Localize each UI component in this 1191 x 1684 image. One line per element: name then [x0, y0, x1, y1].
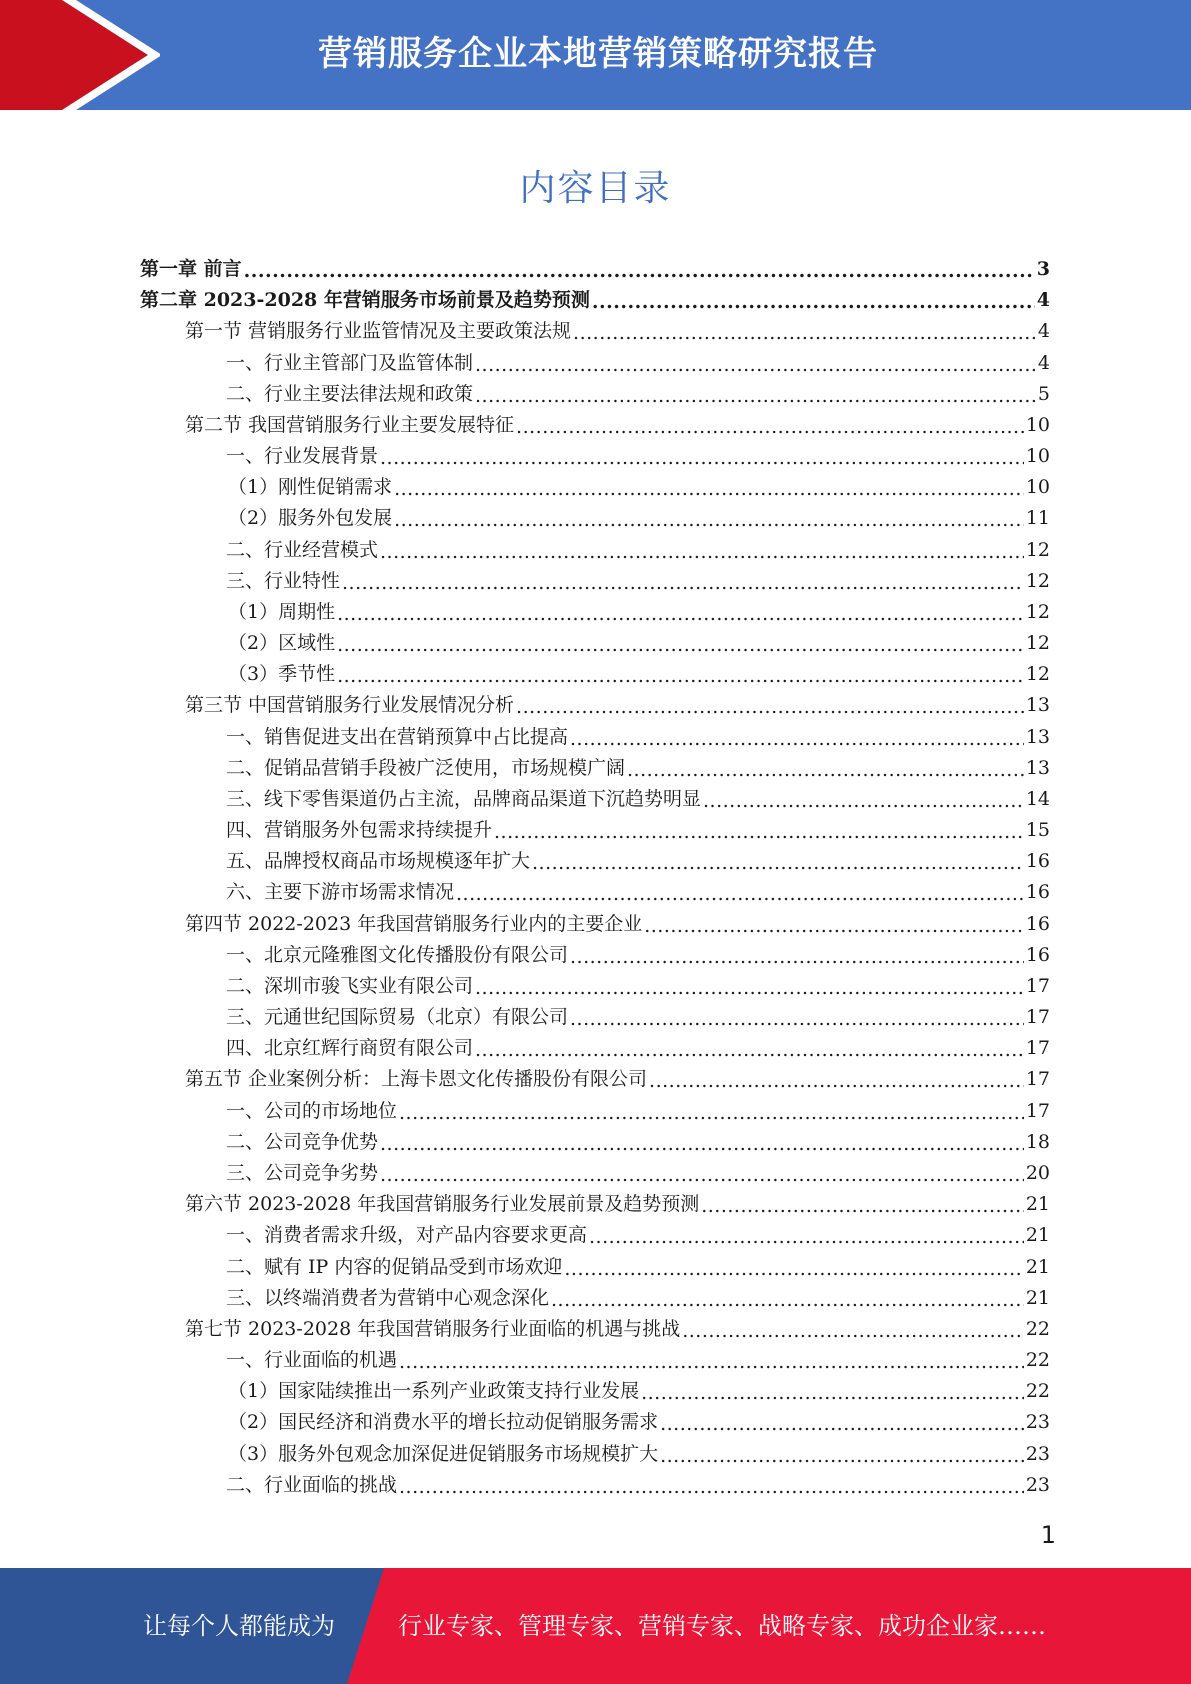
toc-entry-title: 一、行业发展背景: [226, 445, 379, 468]
toc-entry-page: 17: [1025, 1037, 1050, 1060]
toc-entry-title: （1）国家陆续推出一系列产业政策支持行业发展: [228, 1380, 640, 1403]
toc-dot-leader: [516, 698, 1024, 717]
table-of-contents: [140, 254, 1050, 1501]
toc-dot-leader: [573, 324, 1036, 343]
toc-entry-page: 18: [1025, 1130, 1050, 1153]
toc-dot-leader: [570, 730, 1024, 749]
toc-entry[interactable]: [140, 628, 1050, 659]
toc-entry-title: 二、行业面临的挑战: [226, 1473, 398, 1496]
footer-slogan-right: 行业专家、管理专家、营销专家、战略专家、成功企业家……: [398, 1612, 1046, 1640]
toc-dot-leader: [551, 1291, 1024, 1310]
toc-entry-title: （3）服务外包观念加深促进促销服务市场规模扩大: [228, 1442, 659, 1465]
toc-entry[interactable]: [140, 940, 1050, 971]
toc-dot-leader: [337, 605, 1024, 624]
toc-dot-leader: [399, 1478, 1024, 1497]
toc-entry[interactable]: [140, 1002, 1050, 1033]
toc-entry[interactable]: [140, 690, 1050, 721]
toc-dot-leader: [475, 387, 1036, 406]
toc-entry[interactable]: [140, 597, 1050, 628]
toc-dot-leader: [660, 1415, 1024, 1434]
header-chevron-icon: [0, 0, 160, 110]
toc-entry[interactable]: [140, 566, 1050, 597]
toc-entry[interactable]: [140, 1158, 1050, 1189]
toc-entry-page: 21: [1025, 1193, 1050, 1216]
toc-entry-page: 11: [1025, 507, 1050, 530]
toc-entry[interactable]: [140, 285, 1050, 316]
toc-dot-leader: [644, 917, 1024, 936]
toc-entry-page: 21: [1025, 1255, 1050, 1278]
toc-dot-leader: [399, 1104, 1024, 1123]
toc-entry[interactable]: [140, 1096, 1050, 1127]
toc-entry-page: 13: [1025, 756, 1050, 779]
toc-entry-title: 一、公司的市场地位: [226, 1099, 398, 1122]
toc-entry-page: 12: [1025, 538, 1050, 561]
toc-entry[interactable]: [140, 1407, 1050, 1438]
toc-entry[interactable]: [140, 441, 1050, 472]
toc-entry-title: 三、线下零售渠道仍占主流，品牌商品渠道下沉趋势明显: [226, 787, 702, 810]
toc-entry-page: 21: [1025, 1286, 1050, 1309]
toc-entry-page: 10: [1025, 445, 1050, 468]
toc-entry[interactable]: [140, 846, 1050, 877]
toc-entry-title: 五、品牌授权商品市场规模逐年扩大: [226, 850, 531, 873]
toc-dot-leader: [589, 1228, 1024, 1247]
footer-slogan-left: 让每个人都能成为: [143, 1612, 335, 1640]
toc-entry-title: （2）区域性: [228, 632, 336, 655]
toc-entry[interactable]: [140, 535, 1050, 566]
toc-dot-leader: [394, 480, 1024, 499]
toc-entry-title: 一、销售促进支出在营销预算中占比提高: [226, 725, 569, 748]
toc-entry-title: 一、行业面临的机遇: [226, 1349, 398, 1372]
toc-dot-leader: [394, 511, 1024, 530]
toc-entry[interactable]: [140, 379, 1050, 410]
toc-entry[interactable]: [140, 1314, 1050, 1345]
toc-dot-leader: [475, 1041, 1024, 1060]
toc-entry[interactable]: [140, 1283, 1050, 1314]
toc-dot-leader: [516, 418, 1024, 437]
toc-entry-title: 六、主要下游市场需求情况: [226, 881, 455, 904]
toc-entry-page: 23: [1025, 1442, 1050, 1465]
toc-entry[interactable]: [140, 1064, 1050, 1095]
toc-entry-page: 10: [1025, 476, 1050, 499]
toc-entry-title: 第一章 前言: [140, 258, 242, 280]
toc-dot-leader: [641, 1384, 1024, 1403]
toc-entry[interactable]: [140, 753, 1050, 784]
toc-entry-title: 三、行业特性: [226, 569, 341, 592]
toc-dot-leader: [380, 1135, 1024, 1154]
toc-entry-page: 13: [1025, 725, 1050, 748]
toc-dot-leader: [494, 823, 1024, 842]
toc-entry-title: 第六节 2023-2028 年我国营销服务行业发展前景及趋势预测: [185, 1193, 700, 1216]
toc-entry-title: 第一节 营销服务行业监管情况及主要政策法规: [185, 320, 572, 343]
page-number: 1: [1040, 1521, 1056, 1549]
toc-entry-page: 5: [1037, 382, 1050, 405]
toc-dot-leader: [380, 543, 1024, 562]
toc-entry-page: 23: [1025, 1473, 1050, 1496]
toc-entry-page: 16: [1025, 912, 1050, 935]
toc-entry-page: 12: [1025, 663, 1050, 686]
toc-entry-title: 第五节 企业案例分析：上海卡恩文化传播股份有限公司: [185, 1068, 648, 1091]
toc-entry-page: 17: [1025, 1068, 1050, 1091]
toc-entry-title: 二、公司竞争优势: [226, 1130, 379, 1153]
toc-dot-leader: [570, 1010, 1024, 1029]
toc-entry[interactable]: [140, 348, 1050, 379]
toc-dot-leader: [701, 1197, 1024, 1216]
toc-entry[interactable]: [140, 472, 1050, 503]
toc-entry-title: 一、消费者需求升级，对产品内容要求更高: [226, 1224, 588, 1247]
toc-entry-page: 4: [1037, 320, 1050, 343]
toc-entry-title: （1）刚性促销需求: [228, 476, 393, 499]
toc-dot-leader: [682, 1322, 1024, 1341]
toc-dot-leader: [475, 979, 1024, 998]
toc-dot-leader: [337, 667, 1024, 686]
toc-entry-title: （2）国民经济和消费水平的增长拉动促销服务需求: [228, 1411, 659, 1434]
toc-dot-leader: [380, 449, 1024, 468]
toc-dot-leader: [649, 1072, 1024, 1091]
toc-entry[interactable]: [140, 659, 1050, 690]
toc-entry-title: 一、行业主管部门及监管体制: [226, 351, 474, 374]
toc-dot-leader: [337, 636, 1024, 655]
toc-dot-leader: [627, 761, 1024, 780]
toc-entry-title: 三、公司竞争劣势: [226, 1161, 379, 1184]
toc-entry[interactable]: [140, 1220, 1050, 1251]
toc-dot-leader: [342, 574, 1024, 593]
toc-entry-page: 12: [1025, 600, 1050, 623]
toc-dot-leader: [592, 293, 1035, 312]
toc-entry-title: （1）周期性: [228, 600, 336, 623]
toc-entry[interactable]: [140, 1252, 1050, 1283]
toc-entry-title: 四、营销服务外包需求持续提升: [226, 819, 493, 842]
toc-entry-title: 二、促销品营销手段被广泛使用，市场规模广阔: [226, 756, 626, 779]
toc-entry[interactable]: [140, 254, 1050, 285]
toc-entry-title: 一、北京元隆雅图文化传播股份有限公司: [226, 943, 569, 966]
toc-entry-title: （3）季节性: [228, 663, 336, 686]
toc-entry-page: 4: [1036, 289, 1050, 312]
toc-dot-leader: [532, 854, 1024, 873]
toc-dot-leader: [660, 1447, 1024, 1466]
toc-dot-leader: [570, 948, 1024, 967]
toc-entry-title: 第二章 2023-2028 年营销服务市场前景及趋势预测: [140, 289, 590, 312]
report-header-band: [0, 0, 1191, 110]
toc-entry-title: 二、行业经营模式: [226, 538, 379, 561]
toc-dot-leader: [475, 356, 1036, 375]
report-title: 营销服务企业本地营销策略研究报告: [318, 34, 878, 74]
toc-entry-page: 23: [1025, 1411, 1050, 1434]
toc-entry[interactable]: [140, 410, 1050, 441]
toc-entry-page: 16: [1025, 881, 1050, 904]
toc-dot-leader: [380, 1166, 1024, 1185]
toc-entry-page: 17: [1025, 974, 1050, 997]
toc-entry-title: 第四节 2022-2023 年我国营销服务行业内的主要企业: [185, 912, 643, 935]
toc-entry-page: 22: [1025, 1317, 1050, 1340]
toc-entry[interactable]: [140, 1189, 1050, 1220]
toc-entry[interactable]: [140, 1376, 1050, 1407]
toc-entry[interactable]: [140, 877, 1050, 908]
toc-entry-page: 14: [1025, 787, 1050, 810]
toc-dot-leader: [564, 1260, 1023, 1279]
toc-entry-page: 21: [1025, 1224, 1050, 1247]
toc-entry-page: 12: [1025, 632, 1050, 655]
toc-entry-page: 15: [1025, 819, 1050, 842]
toc-dot-leader: [244, 262, 1035, 281]
toc-dot-leader: [703, 792, 1024, 811]
report-footer-band: [0, 1568, 1191, 1684]
toc-entry-page: 22: [1025, 1380, 1050, 1403]
toc-entry-page: 10: [1025, 413, 1050, 436]
toc-entry-page: 13: [1025, 694, 1050, 717]
toc-entry[interactable]: [140, 1127, 1050, 1158]
toc-entry[interactable]: [140, 815, 1050, 846]
toc-entry-title: 三、以终端消费者为营销中心观念深化: [226, 1286, 550, 1309]
toc-dot-leader: [399, 1353, 1024, 1372]
toc-entry-page: 4: [1037, 351, 1050, 374]
toc-entry-page: 17: [1025, 1099, 1050, 1122]
toc-entry-page: 22: [1025, 1349, 1050, 1372]
toc-dot-leader: [456, 885, 1024, 904]
toc-entry-page: 16: [1025, 943, 1050, 966]
toc-entry-title: 二、深圳市骏飞实业有限公司: [226, 974, 474, 997]
toc-entry-title: 第七节 2023-2028 年我国营销服务行业面临的机遇与挑战: [185, 1317, 681, 1340]
toc-entry[interactable]: [140, 1439, 1050, 1470]
toc-entry-page: 16: [1025, 850, 1050, 873]
toc-entry[interactable]: [140, 1345, 1050, 1376]
toc-entry-title: 二、赋有 IP 内容的促销品受到市场欢迎: [226, 1255, 563, 1278]
toc-entry[interactable]: [140, 909, 1050, 940]
toc-entry-page: 20: [1025, 1161, 1050, 1184]
toc-entry[interactable]: [140, 784, 1050, 815]
toc-entry-title: 第三节 中国营销服务行业发展情况分析: [185, 694, 515, 717]
toc-entry[interactable]: [140, 503, 1050, 534]
toc-entry-page: 17: [1025, 1006, 1050, 1029]
toc-entry-page: 12: [1025, 569, 1050, 592]
toc-entry-title: （2）服务外包发展: [228, 507, 393, 530]
toc-entry-title: 二、行业主要法律法规和政策: [226, 382, 474, 405]
toc-entry[interactable]: [140, 971, 1050, 1002]
toc-entry[interactable]: [140, 1033, 1050, 1064]
toc-entry-title: 第二节 我国营销服务行业主要发展特征: [185, 413, 515, 436]
toc-entry[interactable]: [140, 316, 1050, 347]
toc-entry-title: 四、北京红辉行商贸有限公司: [226, 1037, 474, 1060]
toc-entry-page: 3: [1036, 258, 1050, 280]
toc-entry[interactable]: [140, 722, 1050, 753]
toc-heading: 内容目录: [519, 168, 672, 209]
toc-entry[interactable]: [140, 1470, 1050, 1501]
toc-entry-title: 三、元通世纪国际贸易（北京）有限公司: [226, 1006, 569, 1029]
